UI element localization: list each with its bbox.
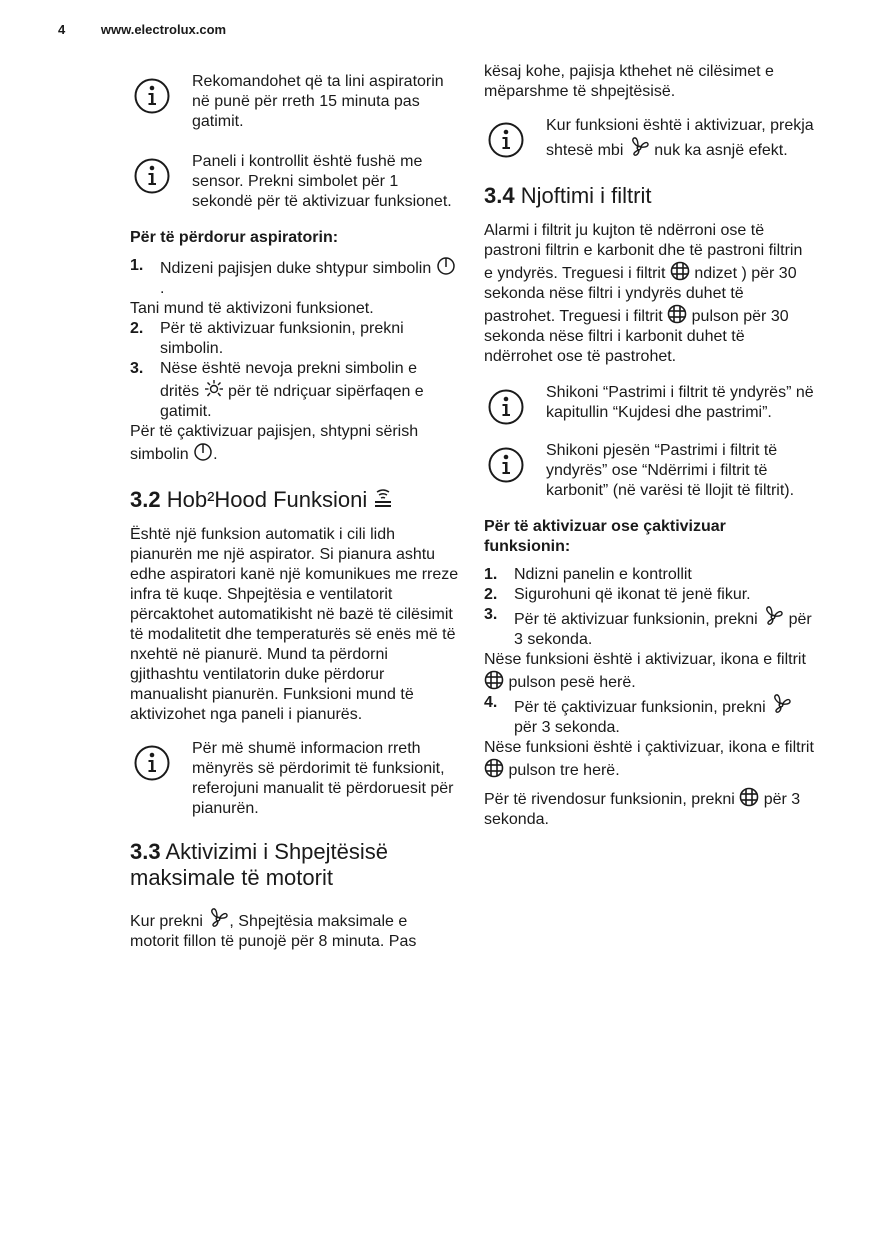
fan-icon — [207, 907, 229, 929]
note-text: Për më shumë informacion rreth mënyrës së përdorimit të funksionit, referojuni manualit të përdoruesit për pianurën. — [192, 740, 454, 817]
note-text: Shikoni “Pastrimi i filtrit të yndyrës” në kapitullin “Kujdesi dhe pastrimi”. — [546, 384, 814, 421]
after-step-text — [484, 650, 814, 693]
step-text: Sigurohuni që ikonat të jenë fikur. — [514, 586, 751, 603]
info-icon — [488, 447, 524, 483]
note-text: Paneli i kontrollit është fushë me sensor. Prekni simbolet për 1 sekondë për të aktivizuar funksionet. — [192, 153, 452, 210]
info-icon — [134, 745, 170, 781]
info-note — [130, 152, 460, 212]
step-text-end: . — [160, 280, 165, 297]
activate-steps-continued — [484, 693, 814, 738]
fan-icon — [762, 605, 784, 627]
switch-off-text — [130, 422, 460, 465]
activate-steps — [484, 565, 814, 650]
activate-heading: Për të aktivizuar ose çaktivizuar funksionin: — [484, 518, 726, 555]
use-steps — [130, 256, 460, 299]
section-heading-3-4 — [484, 183, 814, 209]
section-number: 3.2 — [130, 487, 161, 512]
reset-text — [484, 787, 814, 830]
info-icon — [488, 389, 524, 425]
step-number: 3. — [484, 606, 498, 623]
filter-icon — [739, 787, 759, 807]
left-column — [130, 62, 460, 952]
page-header — [58, 22, 226, 37]
body-text: Kur prekni — [130, 913, 203, 930]
info-note — [484, 383, 814, 423]
step-number: 2. — [484, 586, 498, 603]
list-item — [130, 319, 460, 359]
after-step-text: Tani mund të aktivizoni funksionet. — [130, 300, 374, 317]
filter-icon — [484, 758, 504, 778]
page-number: 4 — [58, 22, 66, 37]
list-item — [130, 256, 460, 299]
note-text: Shikoni pjesën “Pastrimi i filtrit të yndyrës” ose “Ndërrimi i filtrit të karbonit” (në varësi të llojit të filtrit). — [546, 442, 795, 499]
list-item — [484, 605, 814, 650]
filter-icon — [667, 304, 687, 324]
note-text — [546, 116, 814, 161]
use-heading: Për të përdorur aspiratorin: — [130, 229, 339, 246]
off-text-end: . — [213, 446, 218, 463]
note-text-part: Kur funksioni është i aktivizuar, prekja shtesë mbi — [546, 117, 814, 159]
step-number: 1. — [130, 257, 144, 274]
fan-icon — [770, 693, 792, 715]
body-text-end: , Shpejtësia maksimale e motorit fillon të punojë për 8 minuta. Pas — [130, 913, 417, 950]
info-note — [484, 441, 814, 501]
body-text: Nëse funksioni është i aktivizuar, ikona e filtrit — [484, 651, 806, 668]
info-note — [130, 739, 460, 819]
fan-icon — [628, 136, 650, 158]
section-title: Aktivizimi i Shpejtësisë maksimale të motorit — [130, 839, 389, 890]
hob2hood-icon — [373, 488, 393, 510]
section-3-2-body: Është një funksion automatik i cili lidh pianurën me një aspirator. Si pianura ashtu edhe aspiratori kanë një komunikues me rreze infra të kuqe. Shpejtësia e ventilatorit përcaktohet automatikisht në bazë të cilësimit të modalitetit dhe temperaturës së enës më të nxehtë në pianurë. Mund ta përdorni gjithashtu ventilatorin duke përdorur manualisht pianurën. Funksioni mund të aktivizohet nga paneli i pianurës. — [130, 526, 459, 723]
step-text-end: për 3 sekonda. — [514, 611, 812, 648]
section-number: 3.4 — [484, 183, 515, 208]
step-text: Ndizeni pajisjen duke shtypur simbolin — [160, 260, 432, 277]
filter-icon — [484, 670, 504, 690]
body-text: pulson për 30 sekonda nëse filtri i karbonit duhet të ndërrohet ose të pastrohet. — [484, 308, 789, 365]
body-text: pulson pesë herë. — [508, 674, 636, 691]
step-number: 3. — [130, 360, 144, 377]
right-column — [484, 62, 814, 830]
body-text: Për të rivendosur funksionin, prekni — [484, 791, 735, 808]
step-text: Nëse është nevoja prekni simbolin e dritës — [160, 360, 418, 400]
section-3-3-body — [130, 907, 460, 952]
step-number: 1. — [484, 566, 498, 583]
section-heading-3-3 — [130, 839, 460, 891]
body-text: Alarmi i filtrit ju kujton të ndërroni ose të pastroni filtrin e karbonit dhe të pastroni filtrin e yndyrës. Treguesi i filtrit — [484, 222, 803, 282]
light-icon — [204, 379, 224, 399]
list-item — [484, 585, 814, 605]
info-note — [130, 72, 460, 132]
continued-text: kësaj kohe, pajisja kthehet në cilësimet e mëparshme të shpejtësisë. — [484, 63, 774, 100]
step-text: Për të çaktivizuar funksionin, prekni — [514, 699, 766, 716]
body-text: Nëse funksioni është i çaktivizuar, ikona e filtrit — [484, 739, 814, 756]
info-icon — [134, 78, 170, 114]
power-icon — [436, 256, 456, 276]
body-text: për 3 sekonda. — [484, 791, 801, 828]
note-text-part: nuk ka asnjë efekt. — [654, 142, 788, 159]
use-steps-continued — [130, 319, 460, 422]
after-step-text — [484, 738, 814, 781]
body-text: ndizet ) për 30 sekonda nëse filtri i yndyrës duhet të pastrohet. Treguesi i filtrit — [484, 265, 797, 325]
list-item — [484, 693, 814, 738]
info-note — [484, 116, 814, 161]
step-number: 2. — [130, 320, 144, 337]
info-icon — [488, 122, 524, 158]
power-icon — [193, 442, 213, 462]
filter-icon — [670, 261, 690, 281]
body-text: pulson tre herë. — [508, 762, 620, 779]
section-title: Hob²Hood Funksioni — [166, 487, 368, 512]
step-number: 4. — [484, 694, 498, 711]
step-text-end: për 3 sekonda. — [514, 719, 620, 736]
step-text: Për të aktivizuar funksionin, prekni — [514, 611, 758, 628]
section-3-4-body — [484, 221, 814, 367]
step-text-end: për të ndriçuar sipërfaqen e gatimit. — [160, 383, 424, 420]
info-icon — [134, 158, 170, 194]
note-text: Rekomandohet që ta lini aspiratorin në punë për rreth 15 minuta pas gatimit. — [192, 73, 444, 130]
list-item — [484, 565, 814, 585]
step-text: Ndizni panelin e kontrollit — [514, 566, 692, 583]
off-text: Për të çaktivizuar pajisjen, shtypni sërish simbolin — [130, 423, 419, 463]
step-text: Për të aktivizuar funksionin, prekni simbolin. — [160, 320, 404, 357]
header-url: www.electrolux.com — [100, 22, 227, 37]
list-item — [130, 359, 460, 422]
section-title: Njoftimi i filtrit — [520, 183, 652, 208]
section-number: 3.3 — [130, 839, 161, 864]
section-heading-3-2 — [130, 487, 460, 513]
